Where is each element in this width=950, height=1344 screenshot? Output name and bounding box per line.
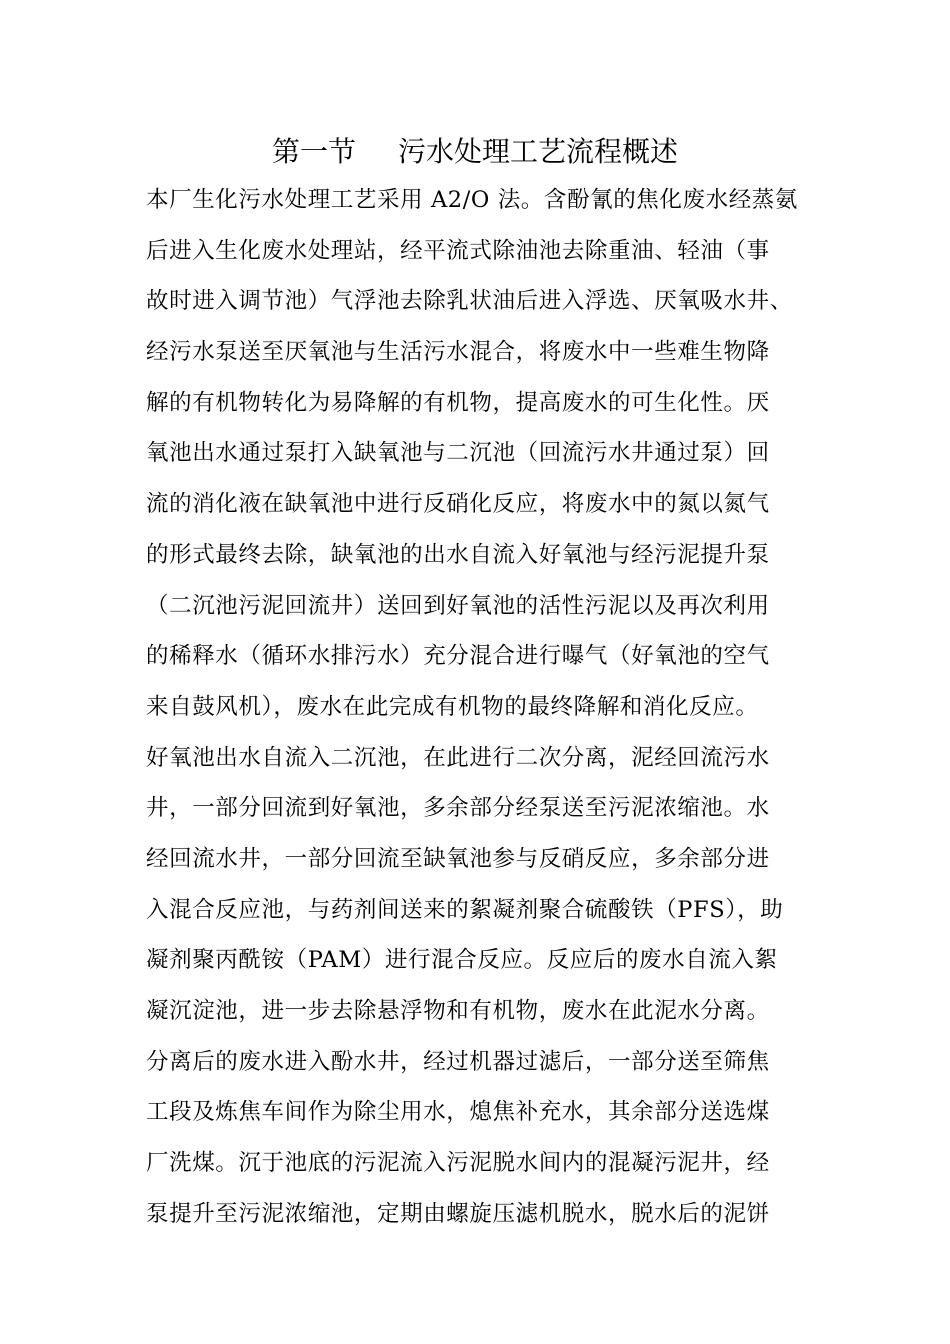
text-line: 泵提升至污泥浓缩池，定期由螺旋压滤机脱水，脱水后的泥饼 [146,1200,770,1227]
text-line: 后进入生化废水处理站，经平流式除油池去除重油、轻油（事 [146,237,770,264]
text-line: 井，一部分回流到好氧池，多余部分经泵送至污泥浓缩池。水 [146,795,770,822]
text-line: 来自鼓风机），废水在此完成有机物的最终降解和消化反应。 [146,693,759,720]
text-line: 的稀释水（循环水排污水）充分混合进行曝气（好氧池的空气 [146,643,770,670]
text-line: 氧池出水通过泵打入缺氧池与二沉池（回流污水井通过泵）回 [146,440,770,467]
text-line: 解的有机物转化为易降解的有机物，提高废水的可生化性。厌 [146,389,770,416]
text-line: 凝剂聚丙酰铵（PAM）进行混合反应。反应后的废水自流入絮 [146,947,778,974]
text-line: （二沉池污泥回流井）送回到好氧池的活性污泥以及再次利用 [146,592,770,619]
text-line: 本厂生化污水处理工艺采用 A2/O 法。含酚氰的焦化废水经蒸氨 [146,187,798,213]
text-line: 凝沉淀池，进一步去除悬浮物和有机物，废水在此泥水分离。 [146,998,770,1024]
text-line: 好氧池出水自流入二沉池，在此进行二次分离，泥经回流污水 [146,744,770,771]
body-text [146,180,816,1244]
text-line: 经回流水井，一部分回流至缺氧池参与反硝反应，多余部分进 [146,845,770,872]
text-line: 故时进入调节池）气浮池去除乳状油后进入浮选、厌氧吸水井、 [146,288,793,315]
section-number: 第一节 [271,135,356,168]
text-line: 的形式最终去除，缺氧池的出水自流入好氧池与经污泥提升泵 [146,541,770,568]
section-heading [0,132,950,172]
text-line: 流的消化液在缺氧池中进行反硝化反应，将废水中的氮以氮气 [146,491,770,518]
text-line: 厂洗煤。沉于池底的污泥流入污泥脱水间内的混凝污泥井，经 [146,1150,770,1177]
text-line: 工段及炼焦车间作为除尘用水，熄焦补充水，其余部分送选煤 [146,1099,770,1126]
section-title: 污水处理工艺流程概述 [398,135,679,168]
text-line: 入混合反应池，与药剂间送来的絮凝剂聚合硫酸铁（PFS），助 [146,896,784,923]
text-line: 经污水泵送至厌氧池与生活污水混合，将废水中一些难生物降 [146,339,770,366]
text-line: 分离后的废水进入酚水井，经过机器过滤后，一部分送至筛焦 [146,1048,770,1075]
